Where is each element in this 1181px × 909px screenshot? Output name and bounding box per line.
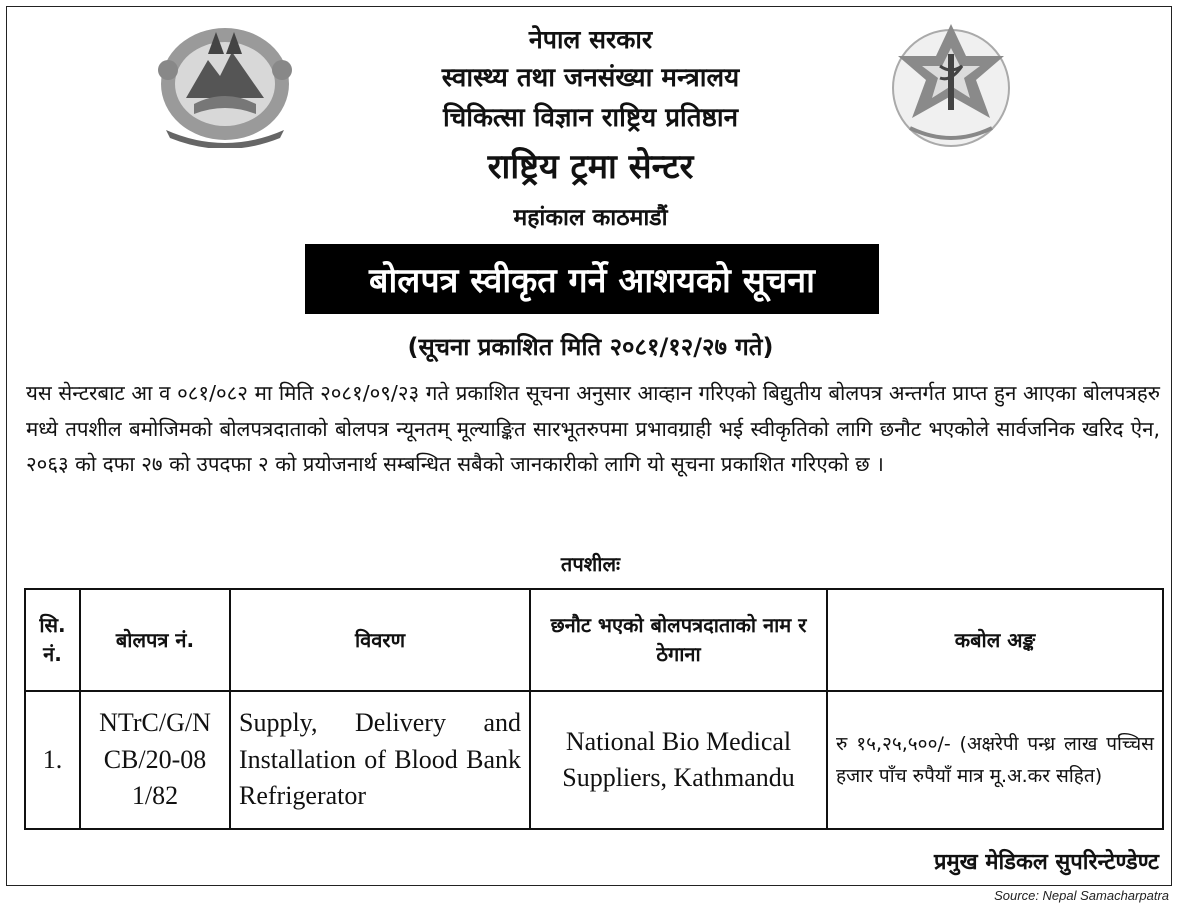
header-bid-number: बोलपत्र नं. xyxy=(80,589,230,691)
center-location: महांकाल काठमाडौं xyxy=(513,205,668,231)
source-credit: Source: Nepal Samacharpatra xyxy=(994,888,1169,903)
header-sn: सि. नं. xyxy=(25,589,80,691)
details-label: तपशीलः xyxy=(560,552,621,576)
center-name: राष्ट्रिय ट्रमा सेन्टर xyxy=(487,147,694,187)
header-description: विवरण xyxy=(230,589,530,691)
table-row xyxy=(25,691,1163,829)
header-amount: कबोल अङ्क xyxy=(827,589,1163,691)
publication-date: (सूचना प्रकाशित मिति २०८१/१२/२७ गते) xyxy=(407,333,774,361)
academy-name: चिकित्सा विज्ञान राष्ट्रिय प्रतिष्ठान xyxy=(442,103,739,133)
table-header-row xyxy=(25,589,1163,691)
cell-bid-number xyxy=(80,691,230,829)
notice-title: बोलपत्र स्वीकृत गर्ने आशयको सूचना xyxy=(305,244,879,314)
cell-sn: 1. xyxy=(25,691,80,829)
cell-amount: रु १५,२५,५००/- (अक्षरेपी पन्ध्र लाख पच्चिस हजार पाँच रुपैयाँ मात्र मू.अ.कर सहित) xyxy=(827,691,1163,829)
signature-title: प्रमुख मेडिकल सुपरिन्टेण्डेण्ट xyxy=(933,850,1159,875)
ministry-name: स्वास्थ्य तथा जनसंख्या मन्त्रालय xyxy=(441,63,740,93)
notice-body: यस सेन्टरबाट आ व ०८१/०८२ मा मिति २०८१/०९/२३ गते प्रकाशित सूचना अनुसार आव्हान गरिएको बिद्युतीय बोलपत्र अन्तर्गत प्राप्त हुन आएका बोलपत्रहरु मध्ये तपशील बमोजिमको बोलपत्रदाताको बोलपत्र न्यूनतम् मूल्याङ्कित सारभूतरुपमा प्रभावग्राही भई स्वीकृतिको लागि छनौट भएकोले सार्वजनिक खरिद ऐन, २०६३ को दफा २७ को उपदफा २ को प्रयोजनार्थ सम्बन्धित सबैको जानकारीको लागि यो सूचना प्रकाशित गरिएको छ । xyxy=(26,381,1160,476)
government-name: नेपाल सरकार xyxy=(528,25,653,54)
header-bidder: छनौट भएको बोलपत्रदाताको नाम र ठेगाना xyxy=(530,589,827,691)
bid-number-text: NTrC/G/NCB/20-081/82 xyxy=(99,708,211,811)
cell-description: Supply, Delivery and Installation of Blood Bank Refrigerator xyxy=(230,691,530,829)
bid-details-table xyxy=(24,588,1164,830)
cell-bidder: National Bio Medical Suppliers, Kathmandu xyxy=(530,691,827,829)
